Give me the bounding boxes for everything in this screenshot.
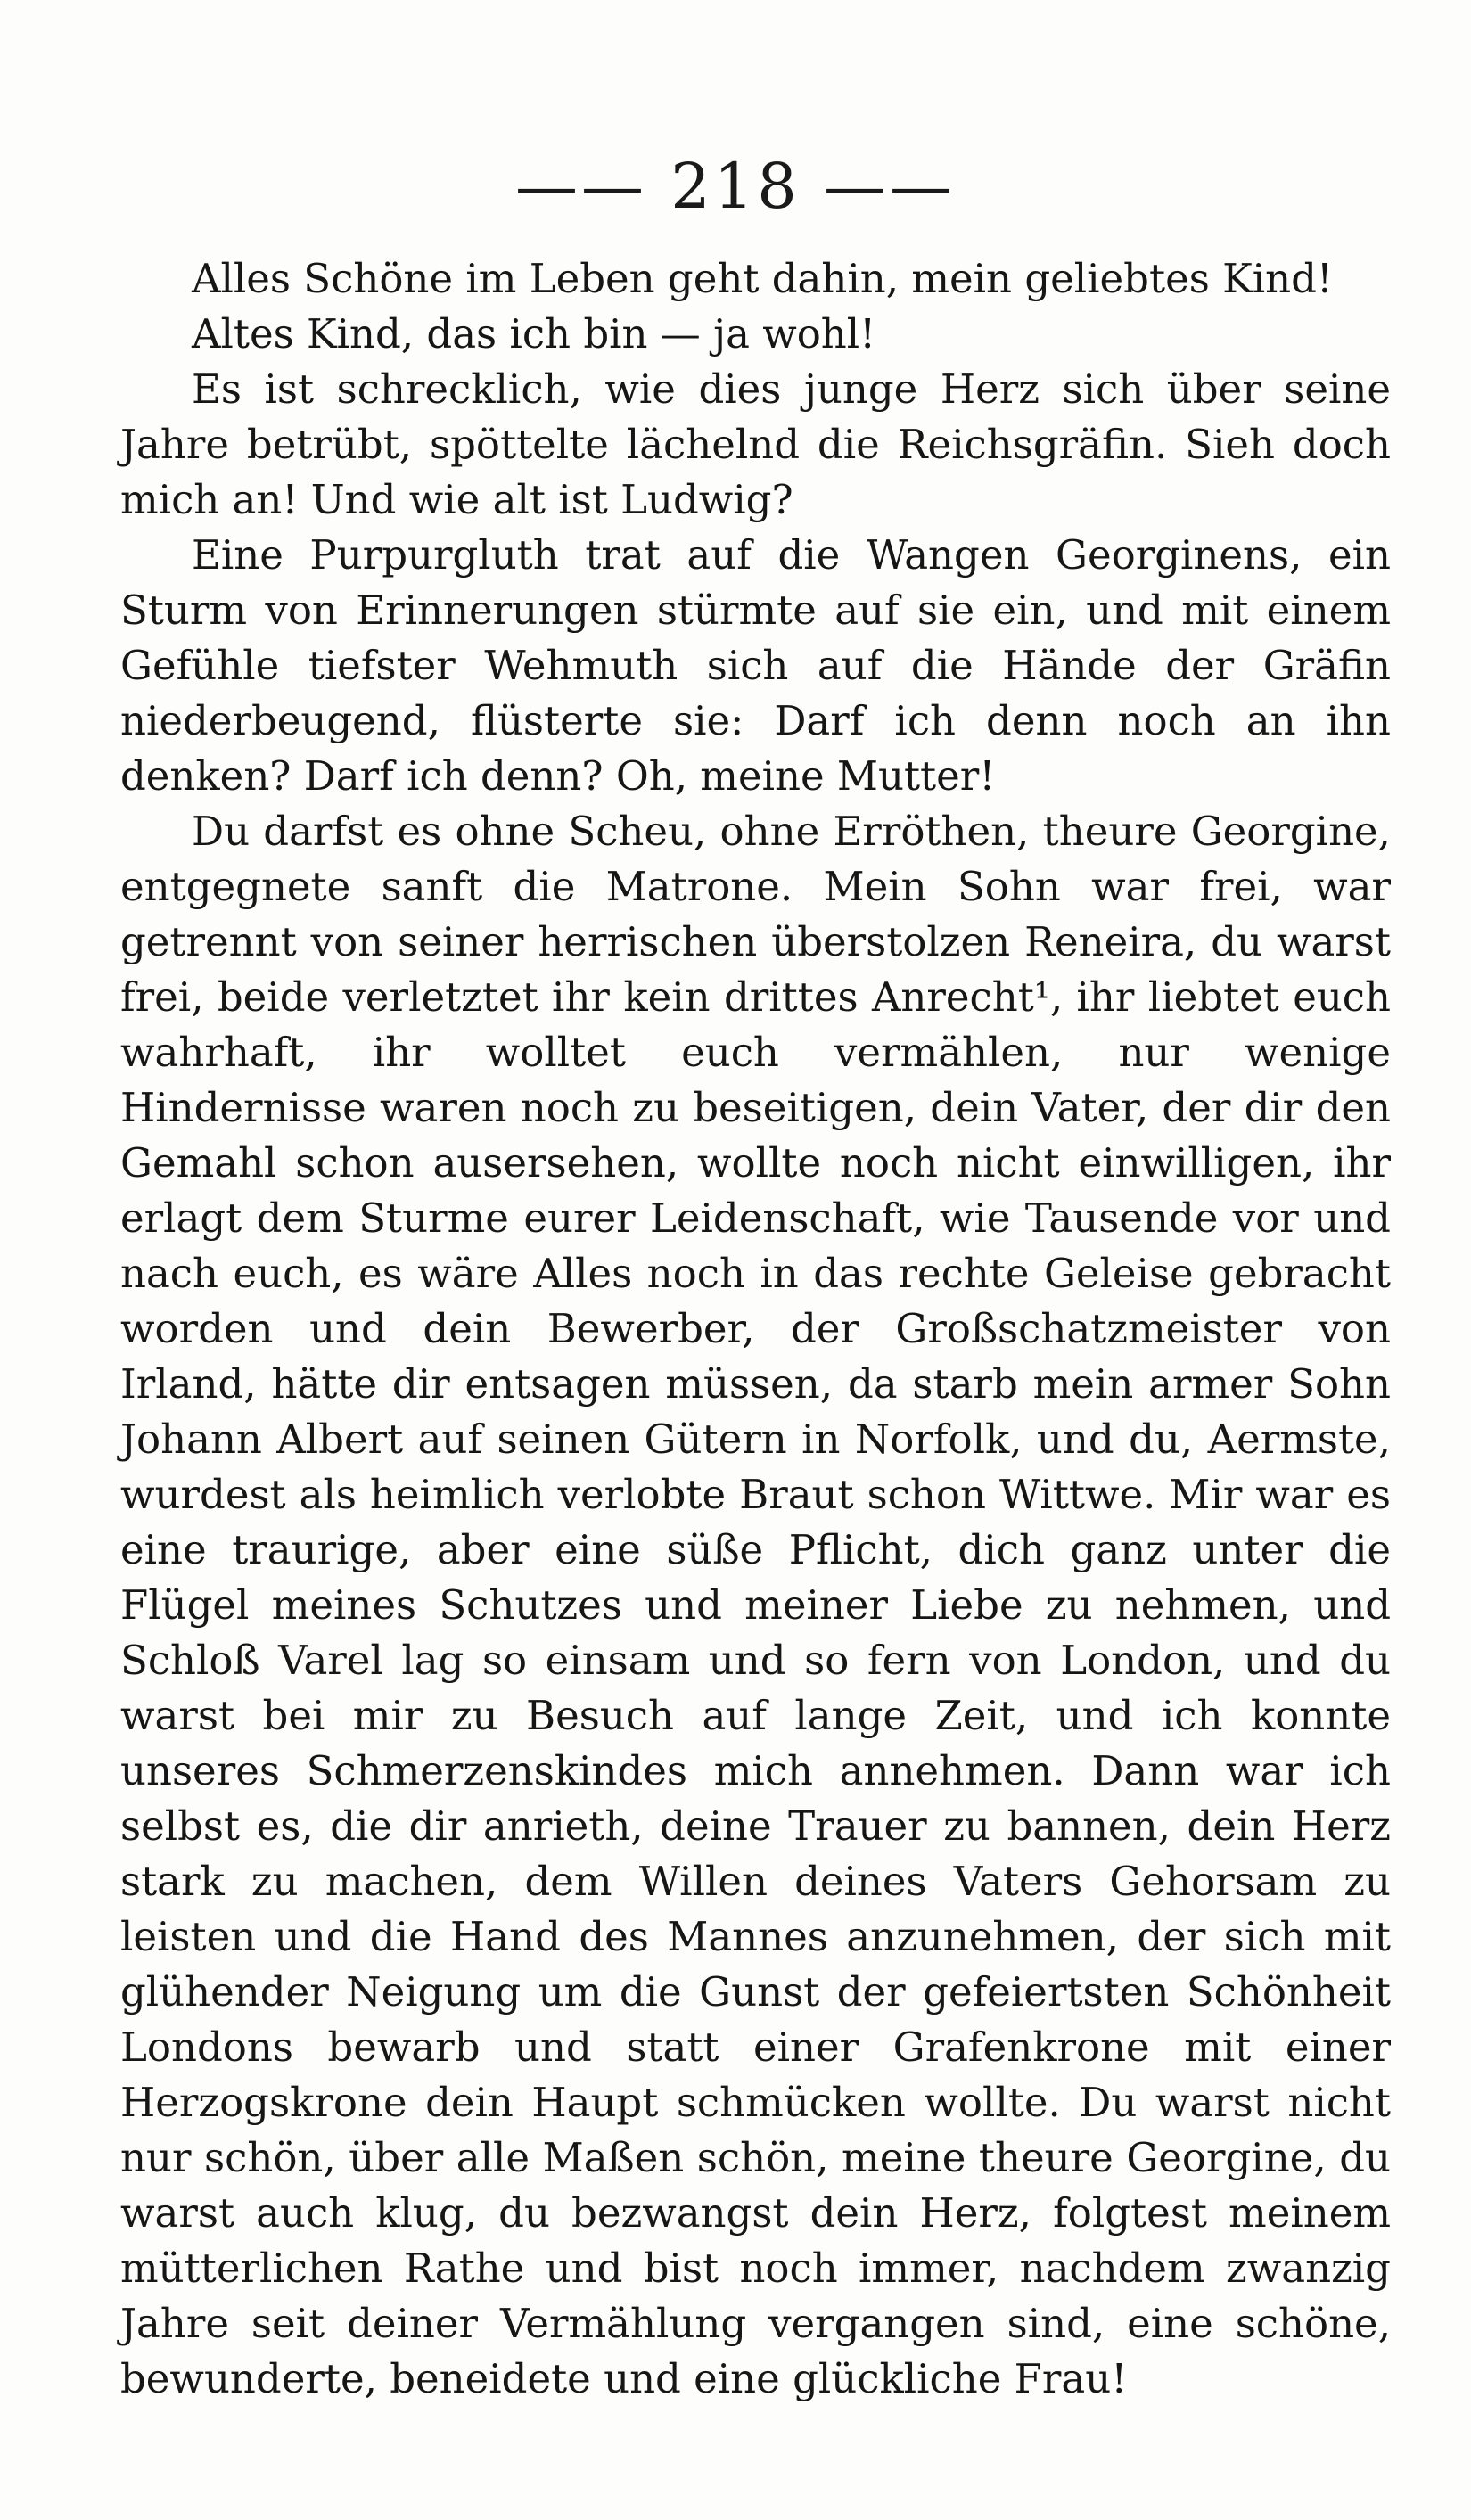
paragraph-4: Eine Purpurgluth trat auf die Wangen Georginens, ein Sturm von Erinnerungen stürmte auf sie ein, und mit einem Gefühle tiefster Wehmuth sich auf die Hände der Gräfin niederbeugend, flüsterte sie: Darf ich denn noch an ihn denken? Darf ich denn? Oh, meine Mutter! (120, 531, 1391, 800)
paragraph-2: Altes Kind, das ich bin — ja wohl! (192, 310, 876, 357)
paragraph-5: Du darfst es ohne Scheu, ohne Erröthen, theure Georgine, entgegnete sanft die Matrone. Mein Sohn war frei, war getrennt von seiner herrischen überstolzen Reneira, du warst frei, beide verletztet ihr kein drittes Anrecht¹, ihr liebtet euch wahrhaft, ihr wolltet euch vermählen, nur wenige Hindernisse waren noch zu beseitigen, dein Vater, der dir den Gemahl schon ausersehen, wollte noch nicht einwilligen, ihr erlagt dem Sturme eurer Leidenschaft, wie Tausende vor und nach euch, es wäre Alles noch in das rechte Geleise gebracht worden und dein Bewerber, der Großschatzmeister von Irland, hätte dir entsagen müssen, da starb mein armer Sohn Johann Albert auf seinen Gütern in Norfolk, und du, Aermste, wurdest als heimlich verlobte Braut schon Wittwe. Mir war es eine traurige, aber eine süße Pflicht, dich ganz unter die Flügel meines Schutzes und meiner Liebe zu nehmen, und Schloß Varel lag so einsam und so fern von London, und du warst bei mir zu Besuch auf lange Zeit, und ich konnte unseres Schmerzenskindes mich annehmen. Dann war ich selbst es, die dir anrieth, deine Trauer zu bannen, dein Herz stark zu machen, dem Willen deines Vaters Gehorsam zu leisten und die Hand des Mannes anzunehmen, der sich mit glühender Neigung um die Gunst der gefeiertsten Schönheit Londons bewarb und statt einer Grafenkrone mit einer Herzogskrone dein Haupt schmücken wollte. Du warst nicht nur schön, über alle Maßen schön, meine theure Georgine, du warst auch klug, du bezwangst dein Herz, folgtest meinem mütterlichen Rathe und bist noch immer, nachdem zwanzig Jahre seit deiner Vermählung vergangen sind, eine schöne, bewunderte, beneidete und eine glückliche Frau! (120, 808, 1391, 2402)
page-body (120, 251, 1391, 2407)
paragraph-3: Es ist schrecklich, wie dies junge Herz sich über seine Jahre betrübt, spöttelte lächelnd die Reichsgräfin. Sieh doch mich an! Und wie alt ist Ludwig? (120, 365, 1391, 523)
paragraph-1: Alles Schöne im Leben geht dahin, mein geliebtes Kind! (192, 255, 1333, 302)
page-number: —— 218 —— (514, 150, 957, 223)
